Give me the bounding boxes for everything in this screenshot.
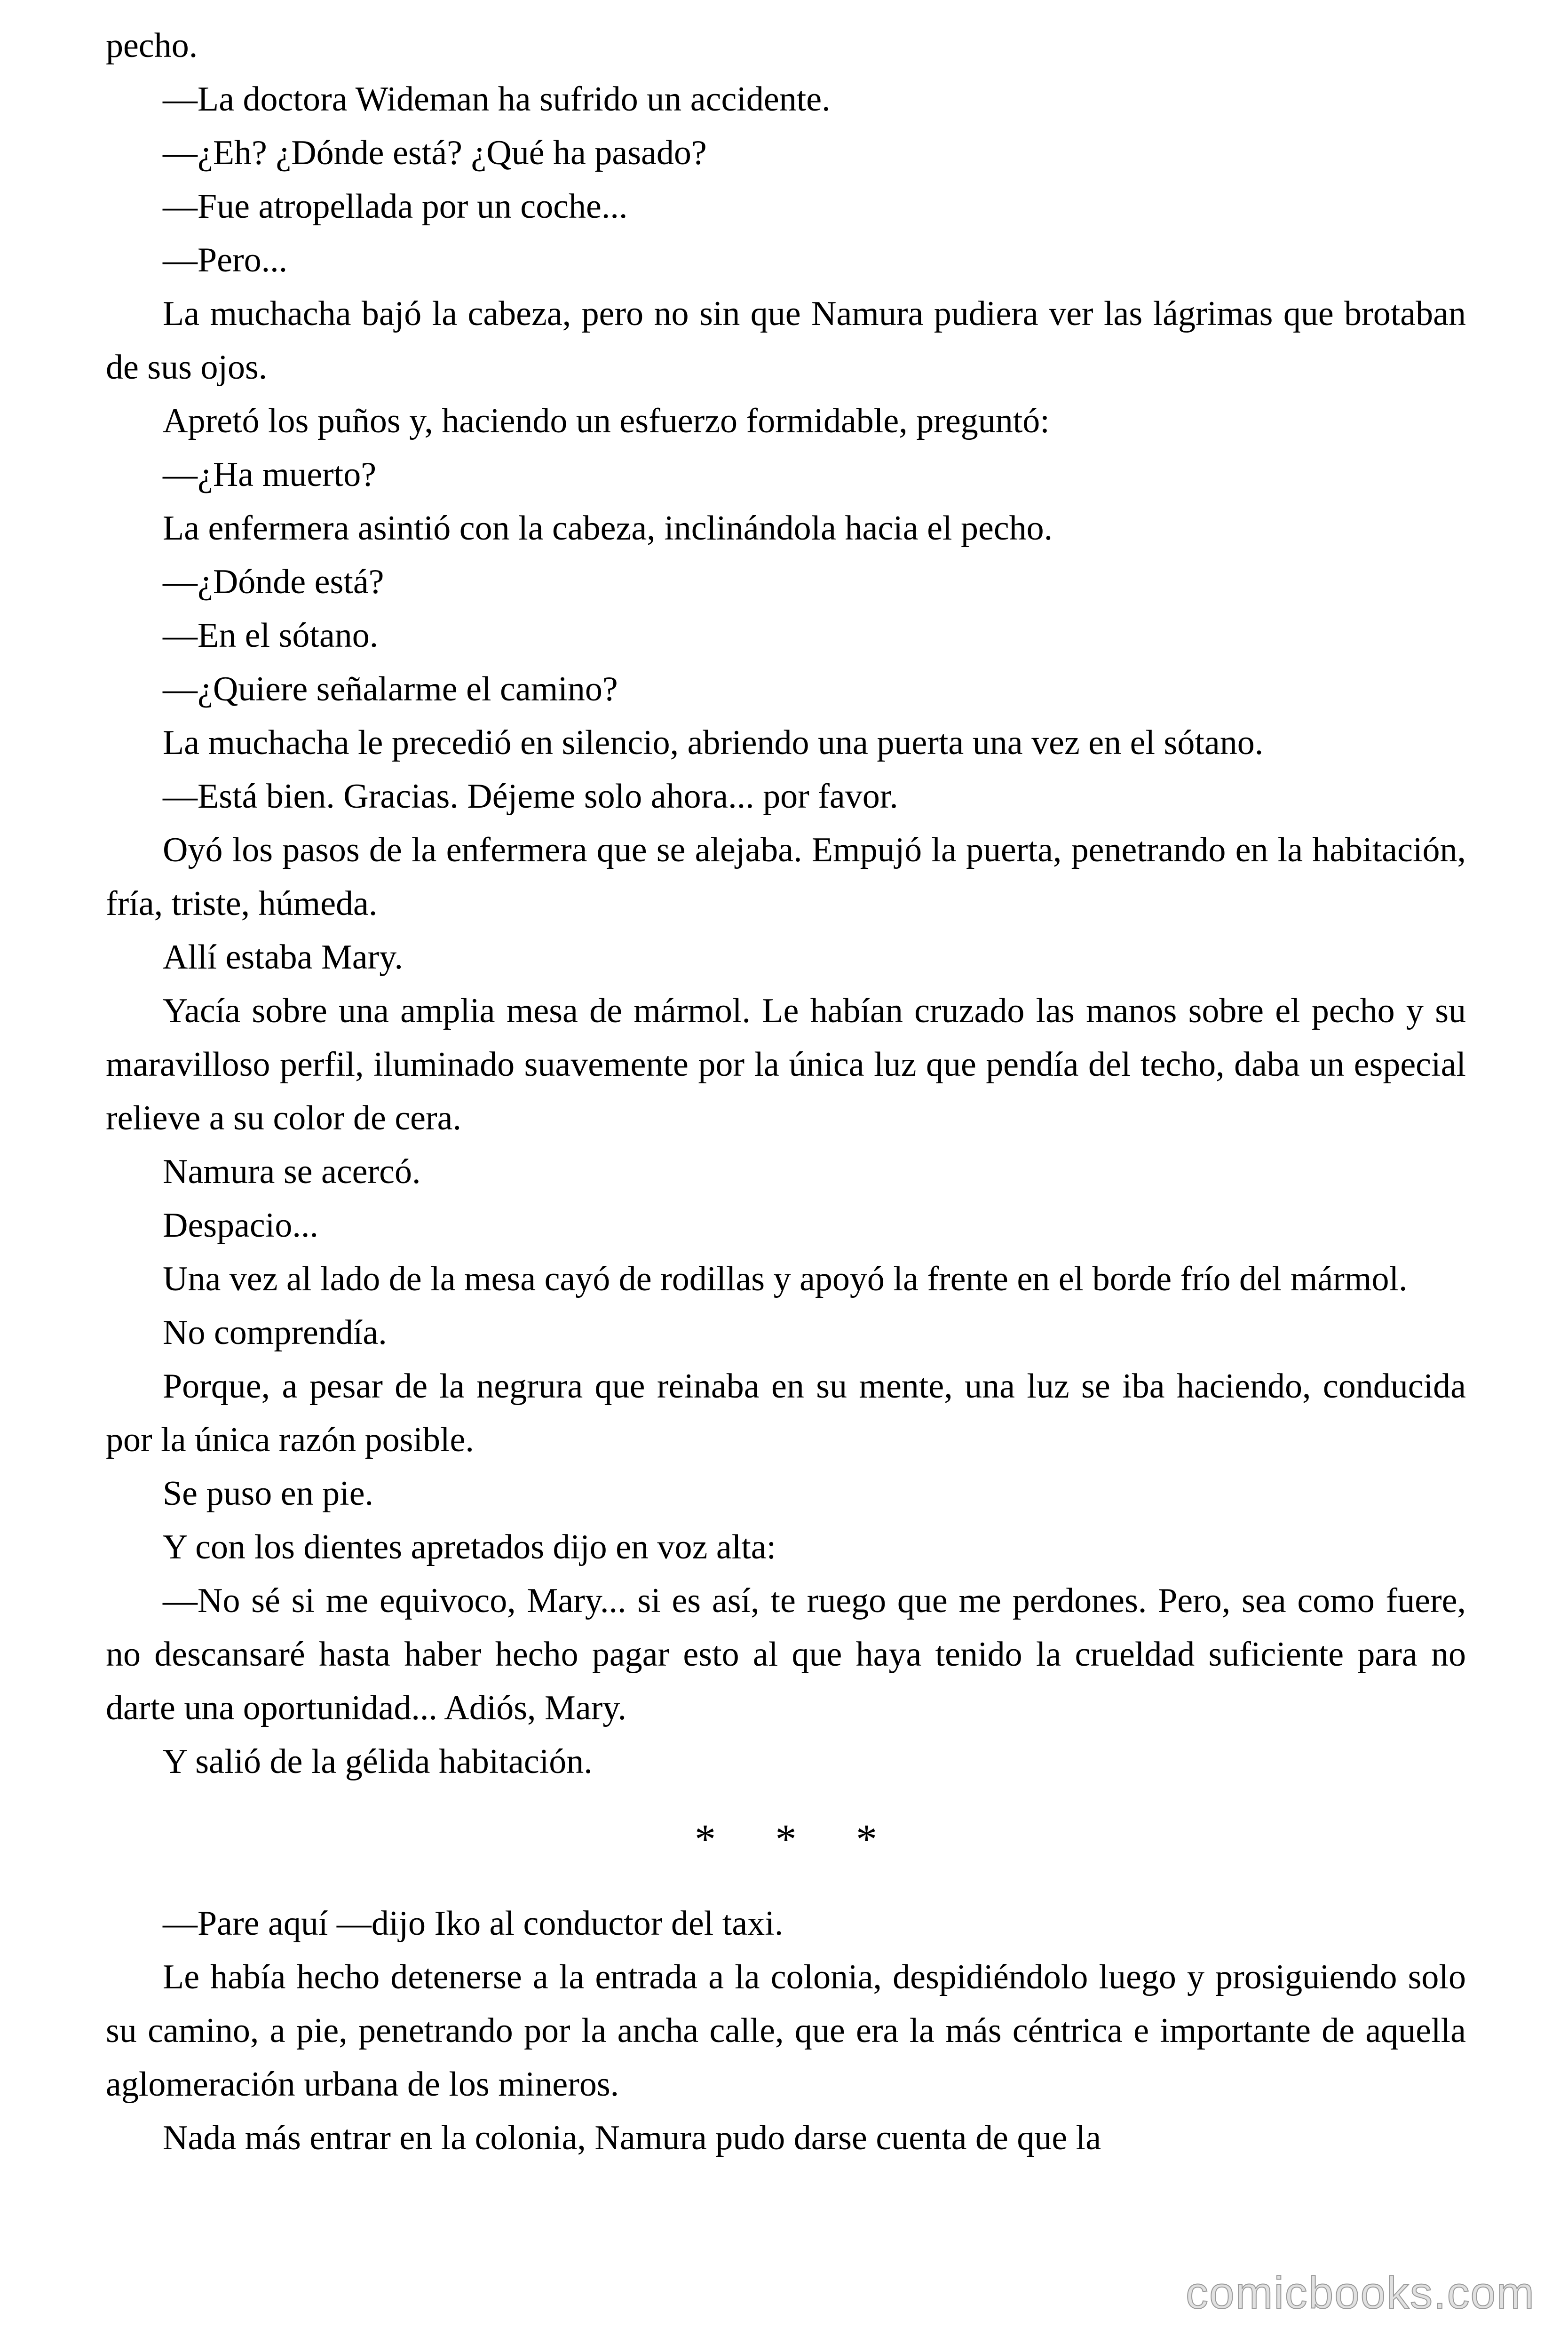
paragraph: Y salió de la gélida habitación. xyxy=(163,1742,593,1781)
section-separator xyxy=(106,1804,1466,1875)
paragraph: La muchacha le precedió en silencio, abriendo una puerta una vez en el sótano. xyxy=(163,723,1264,762)
paragraph: Le había hecho detenerse a la entrada a la colonia, despidiéndolo luego y prosiguiendo solo su camino, a pie, penetrando por la ancha calle, que era la más céntrica e importante de aquella aglomeración urbana de los mineros. xyxy=(106,1958,1466,2104)
paragraph: Y con los dientes apretados dijo en voz alta: xyxy=(163,1528,776,1566)
paragraph: La enfermera asintió con la cabeza, inclinándola hacia el pecho. xyxy=(163,509,1053,548)
paragraph: —No sé si me equivoco, Mary... si es así, te ruego que me perdones. Pero, sea como fuere, no descansaré hasta haber hecho pagar esto al que haya tenido la crueldad suficiente para no darte una oportunidad... Adiós, Mary. xyxy=(106,1581,1466,1727)
paragraph: —En el sótano. xyxy=(163,616,379,655)
paragraph: Yacía sobre una amplia mesa de mármol. Le habían cruzado las manos sobre el pecho y su maravilloso perfil, iluminado suavemente por la única luz que pendía del techo, daba un especial relieve a su color de cera. xyxy=(106,992,1466,1137)
paragraph: Nada más entrar en la colonia, Namura pudo darse cuenta de que la xyxy=(163,2119,1101,2157)
paragraph: —¿Eh? ¿Dónde está? ¿Qué ha pasado? xyxy=(163,134,707,172)
separator-asterisk: * xyxy=(695,1816,716,1863)
page-body xyxy=(106,19,1466,2165)
paragraph: Oyó los pasos de la enfermera que se alejaba. Empujó la puerta, penetrando en la habitación, fría, triste, húmeda. xyxy=(106,831,1466,923)
paragraph: Allí estaba Mary. xyxy=(163,938,403,977)
paragraph: —¿Dónde está? xyxy=(163,563,384,601)
separator-asterisk: * xyxy=(775,1816,797,1863)
paragraph: No comprendía. xyxy=(163,1313,387,1352)
paragraph: —La doctora Wideman ha sufrido un accidente. xyxy=(163,80,831,119)
paragraph: —¿Quiere señalarme el camino? xyxy=(163,670,618,708)
paragraph: —Fue atropellada por un coche... xyxy=(163,187,628,226)
paragraph: —¿Ha muerto? xyxy=(163,455,377,494)
paragraph: Namura se acercó. xyxy=(163,1152,421,1191)
paragraph: —Pero... xyxy=(163,241,288,279)
paragraph: La muchacha bajó la cabeza, pero no sin que Namura pudiera ver las lágrimas que brotaban de sus ojos. xyxy=(106,294,1466,387)
paragraph: Apretó los puños y, haciendo un esfuerzo formidable, preguntó: xyxy=(163,402,1050,440)
separator-asterisk: * xyxy=(856,1816,877,1863)
paragraph: —Está bien. Gracias. Déjeme solo ahora... por favor. xyxy=(163,777,898,816)
paragraph: Se puso en pie. xyxy=(163,1474,374,1513)
paragraph: Despacio... xyxy=(163,1206,318,1245)
paragraph: Una vez al lado de la mesa cayó de rodillas y apoyó la frente en el borde frío del mármol. xyxy=(163,1260,1408,1298)
paragraph: Porque, a pesar de la negrura que reinaba en su mente, una luz se iba haciendo, conducida por la única razón posible. xyxy=(106,1367,1466,1459)
paragraph: pecho. xyxy=(106,26,198,65)
paragraph: —Pare aquí —dijo Iko al conductor del taxi. xyxy=(163,1904,784,1943)
watermark: comicbooks.com xyxy=(1186,2268,1535,2318)
